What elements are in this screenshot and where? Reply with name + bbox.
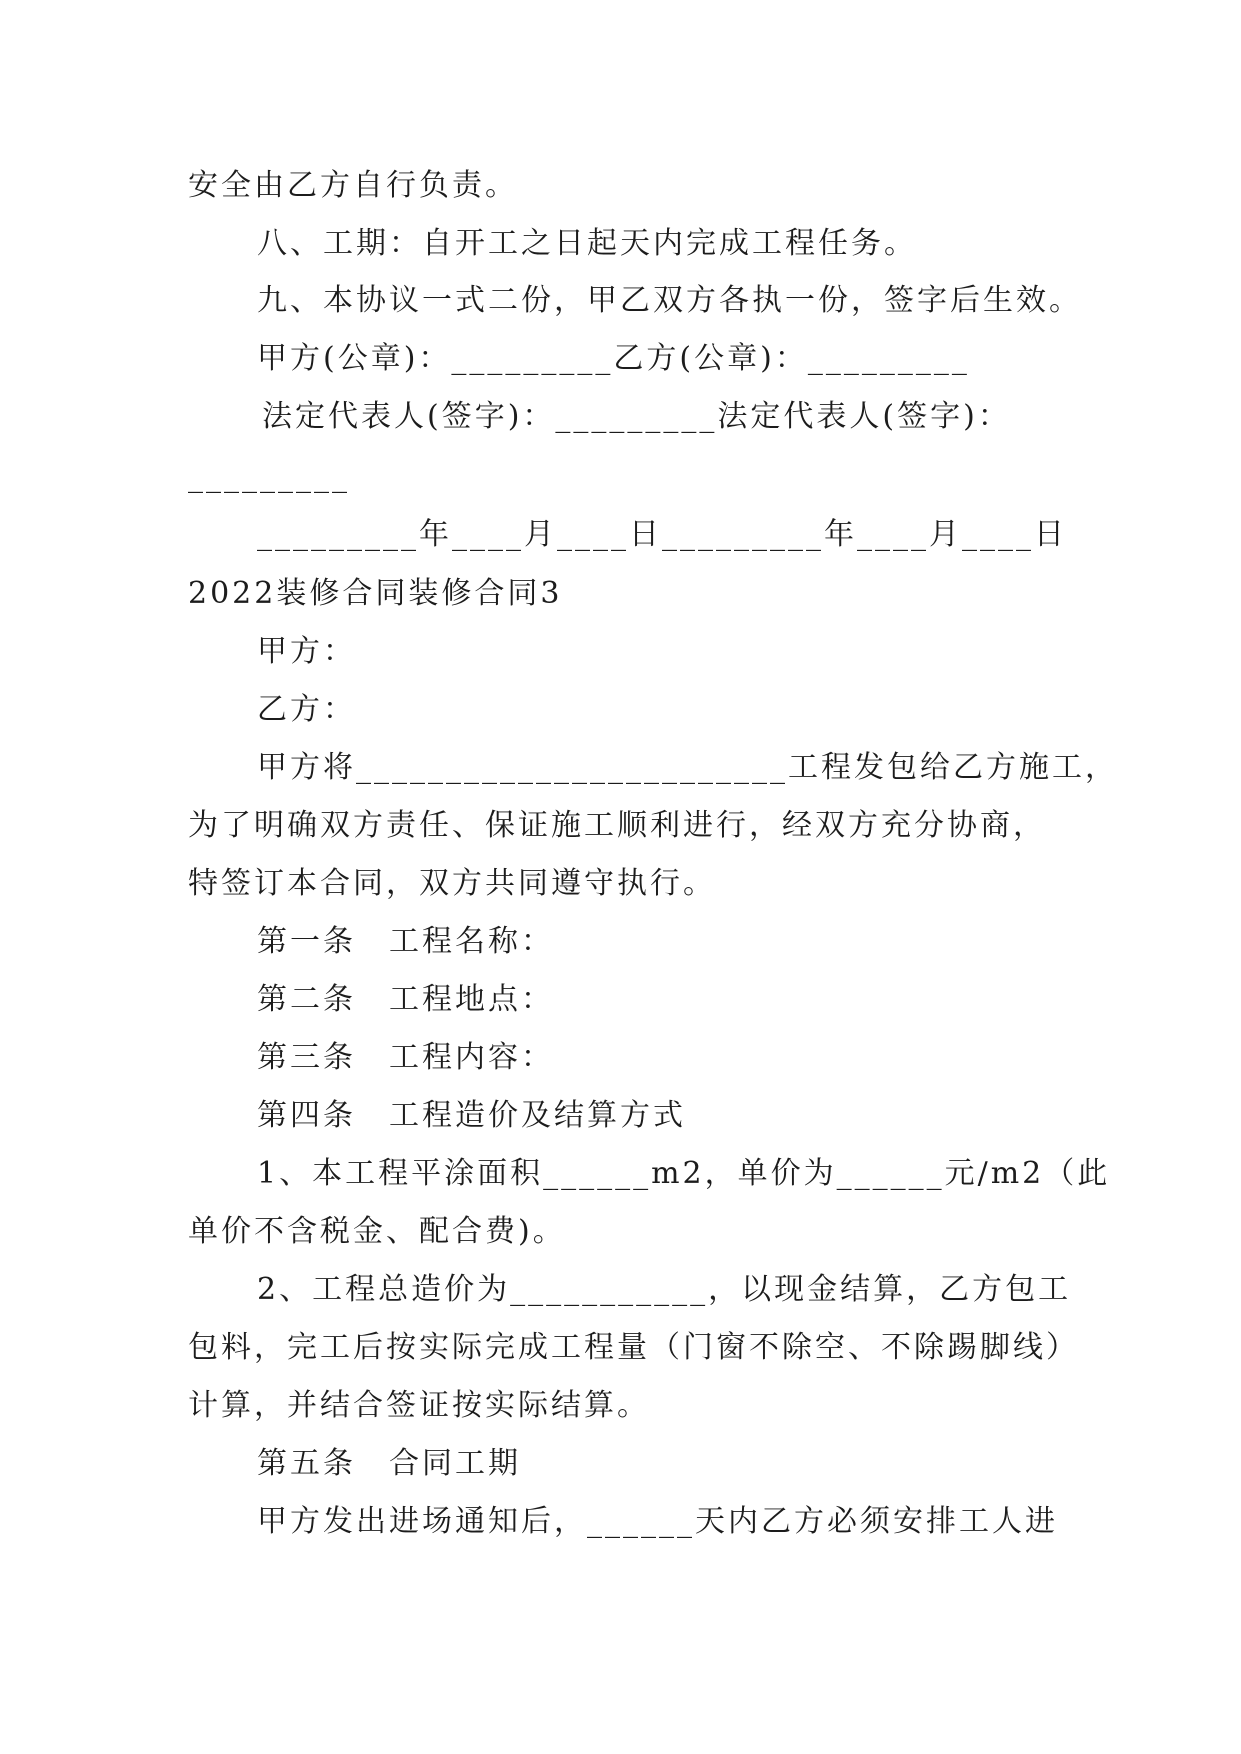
text-line: 包料，完工后按实际完成工程量（门窗不除空、不除踢脚线） <box>188 1330 1079 1365</box>
text-line: 1、本工程平涂面积______m2，单价为______元/m2（此 <box>257 1156 1111 1191</box>
text-line: 计算，并结合签证按实际结算。 <box>188 1388 650 1423</box>
text-line: 安全由乙方自行负责。 <box>188 168 518 203</box>
text-line: 2、工程总造价为___________，以现金结算，乙方包工 <box>257 1272 1072 1307</box>
text-line: 第五条 合同工期 <box>257 1446 521 1481</box>
text-line: 第二条 工程地点： <box>257 982 554 1017</box>
text-line: 第三条 工程内容： <box>257 1040 554 1075</box>
text-line: 甲方将________________________工程发包给乙方施工， <box>257 750 1118 785</box>
text-line: 甲方(公章)：_________乙方(公章)：_________ <box>257 341 970 376</box>
text-line: 九、本协议一式二份，甲乙双方各执一份，签字后生效。 <box>257 283 1082 318</box>
text-line: 特签订本合同，双方共同遵守执行。 <box>188 866 716 901</box>
text-line: 单价不含税金、配合费)。 <box>188 1214 566 1249</box>
text-line: 第一条 工程名称： <box>257 924 554 959</box>
text-line: 法定代表人(签字)：_________法定代表人(签字)： <box>262 399 1011 434</box>
section-heading: 2022装修合同装修合同3 <box>188 576 563 611</box>
text-line: 甲方： <box>257 634 356 669</box>
text-line: 为了明确双方责任、保证施工顺利进行，经双方充分协商， <box>188 808 1046 843</box>
text-line: 乙方： <box>257 692 356 727</box>
text-line: _________年____月____日_________年____月____日 <box>257 517 1067 552</box>
text-line: 甲方发出进场通知后，______天内乙方必须安排工人进 <box>257 1504 1058 1539</box>
text-line: 八、工期：自开工之日起天内完成工程任务。 <box>257 226 917 261</box>
text-line: 第四条 工程造价及结算方式 <box>257 1098 686 1133</box>
text-line: _________ <box>188 459 350 494</box>
